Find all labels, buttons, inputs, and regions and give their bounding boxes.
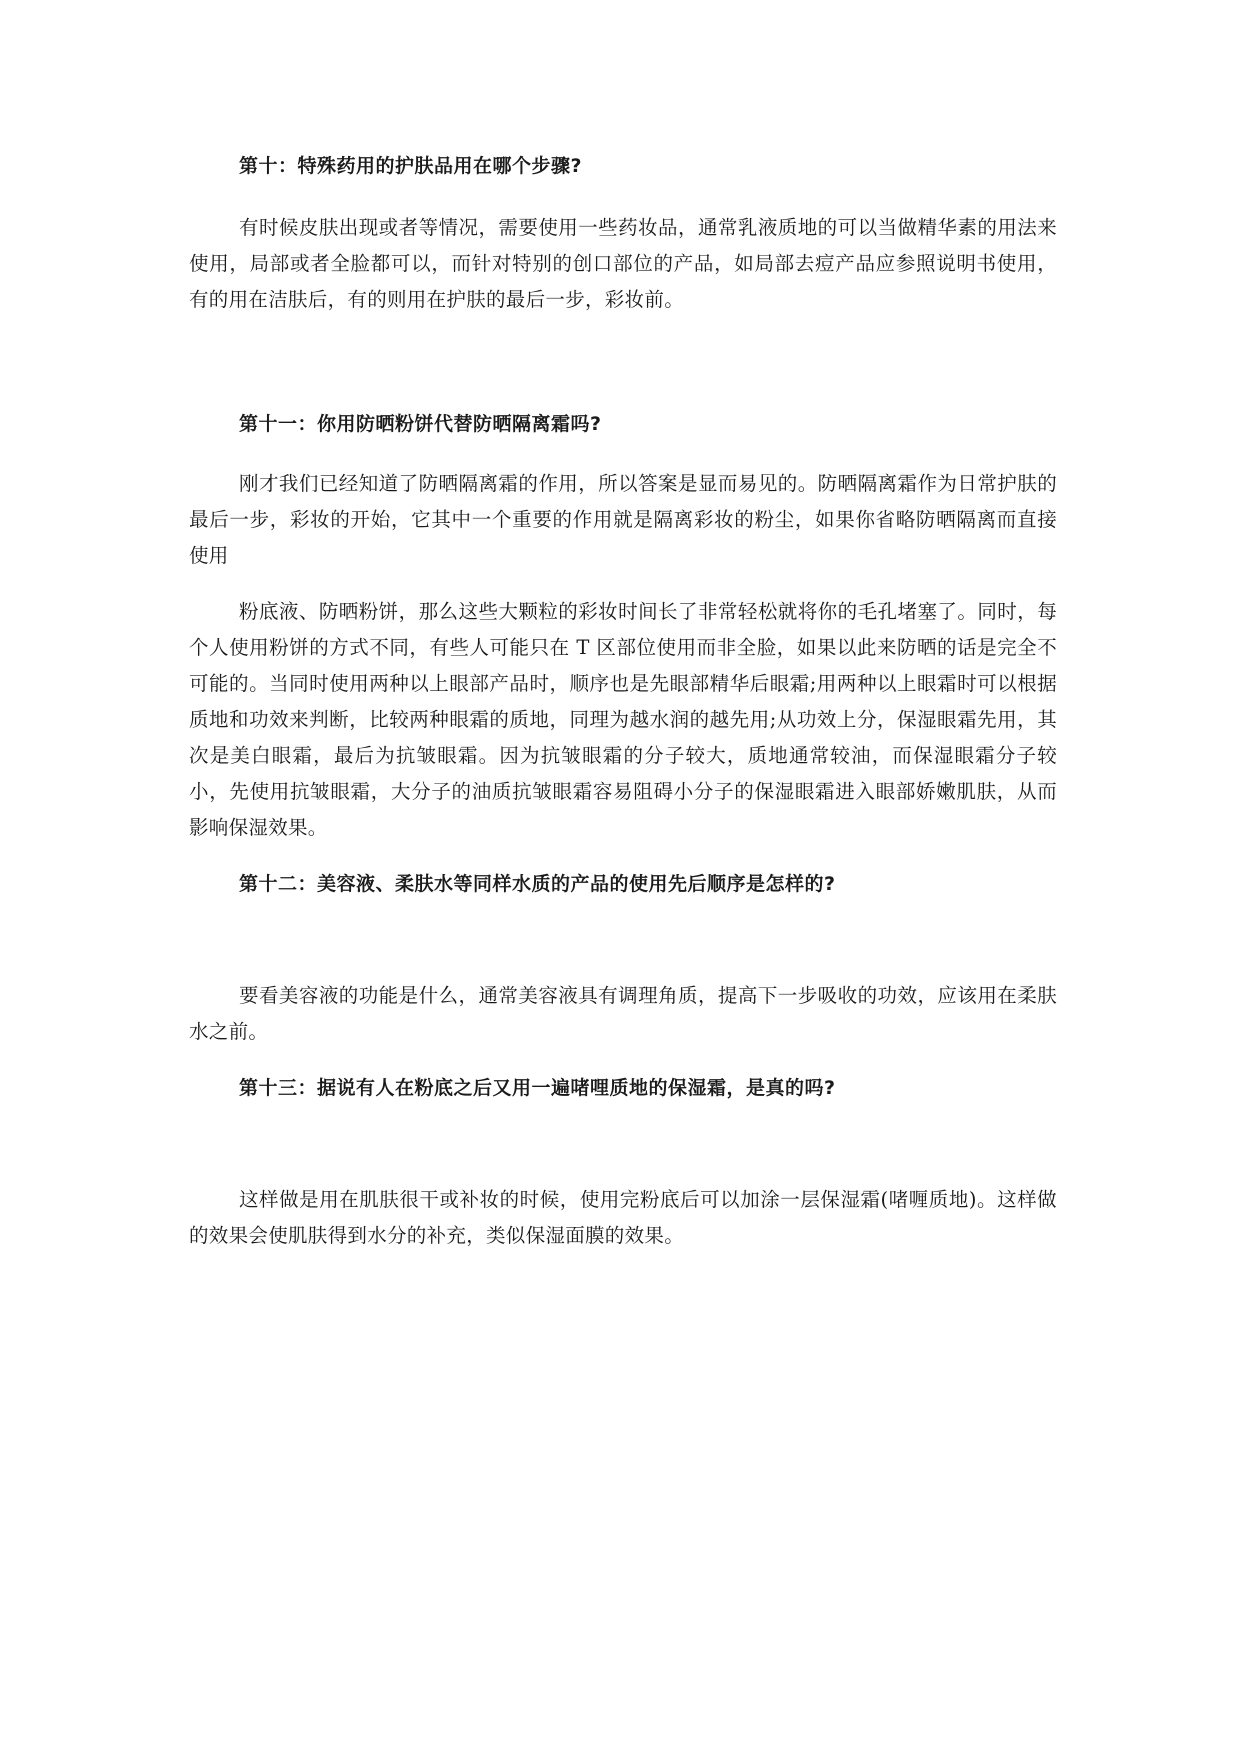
section-12-paragraph: 要看美容液的功能是什么，通常美容液具有调理角质，提高下一步吸收的功效，应该用在柔肤水之前。: [189, 984, 1057, 1043]
section-heading-10: 第十：特殊药用的护肤品用在哪个步骤?: [239, 155, 583, 177]
section-11-paragraph-1: 刚才我们已经知道了防晒隔离霜的作用，所以答案是显而易见的。防晒隔离霜作为日常护肤的最后一步，彩妆的开始，它其中一个重要的作用就是隔离彩妆的粉尘，如果你省略防晒隔离而直接使用: [189, 472, 1057, 567]
section-heading-13: 第十三：据说有人在粉底之后又用一遍啫哩质地的保湿霜，是真的吗?: [239, 1077, 836, 1099]
section-heading-11: 第十一：你用防晒粉饼代替防晒隔离霜吗?: [239, 413, 602, 435]
section-13-paragraph: 这样做是用在肌肤很干或补妆的时候，使用完粉底后可以加涂一层保湿霜(啫喱质地)。这样做的效果会使肌肤得到水分的补充，类似保湿面膜的效果。: [189, 1188, 1057, 1247]
section-heading-12: 第十二：美容液、柔肤水等同样水质的产品的使用先后顺序是怎样的?: [239, 873, 836, 895]
spacer: [189, 574, 1057, 594]
section-11-paragraph-2: 粉底液、防晒粉饼，那么这些大颗粒的彩妆时间长了非常轻松就将你的毛孔堵塞了。同时，每个人使用粉饼的方式不同，有些人可能只在 T 区部位使用而非全脸，如果以此来防晒的话是完全不可能的。当同时使用两种以上眼部产品时，顺序也是先眼部精华后眼霜;用两种以上眼霜时可以根据质地和功效来判断，比较两种眼霜的质地，同理为越水润的越先用;从功效上分，保湿眼霜先用，其次是美白眼霜，最后为抗皱眼霜。因为抗皱眼霜的分子较大，质地通常较油，而保湿眼霜分子较小，先使用抗皱眼霜，大分子的油质抗皱眼霜容易阻碍小分子的保湿眼霜进入眼部娇嫩肌肤，从而影响保湿效果。: [189, 600, 1057, 839]
section-10-paragraph: 有时候皮肤出现或者等情况，需要使用一些药妆品，通常乳液质地的可以当做精华素的用法来使用，局部或者全脸都可以，而针对特别的创口部位的产品，如局部去痘产品应参照说明书使用，有的用在洁肤后，有的则用在护肤的最后一步，彩妆前。: [189, 216, 1057, 311]
spacer: [189, 318, 1057, 408]
document-page: [189, 150, 1057, 1254]
